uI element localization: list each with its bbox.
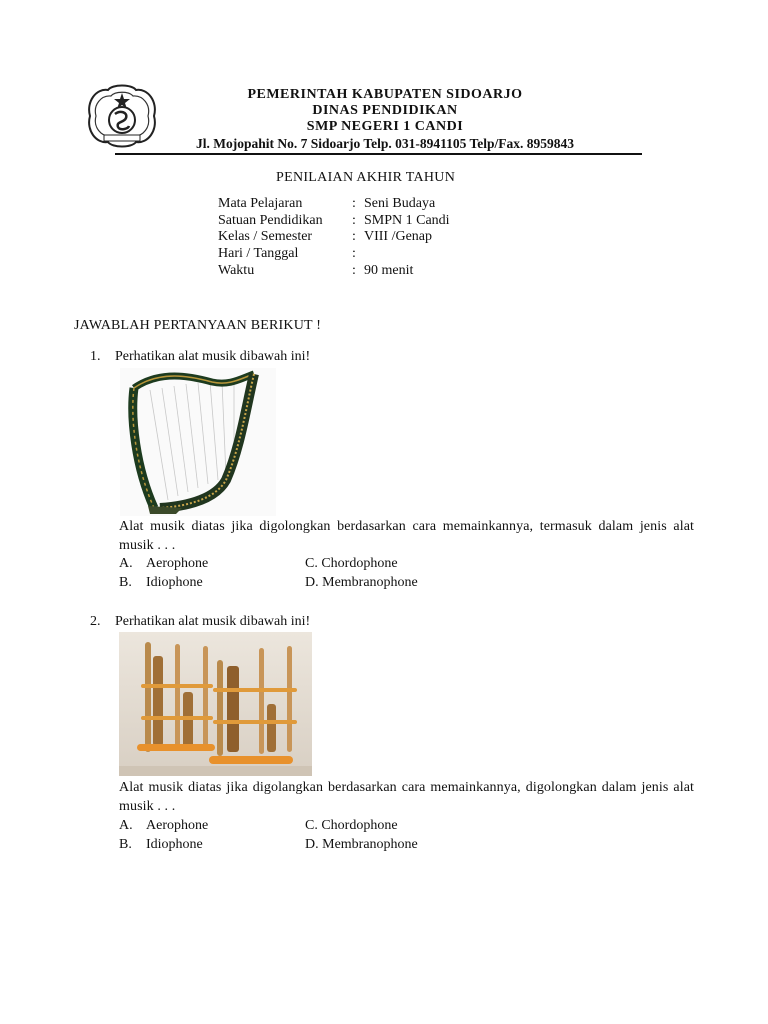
header-address: Jl. Mojopahit No. 7 Sidoarjo Telp. 031-8941105 Telp/Fax. 8959843 (195, 136, 575, 151)
question-2-option-b[interactable] (119, 837, 203, 853)
info-value: Seni Budaya (364, 196, 436, 211)
info-row-school (218, 213, 450, 230)
exam-info-table (218, 196, 450, 280)
option-letter: D. (305, 575, 319, 590)
question-1-option-c[interactable] (305, 556, 398, 572)
question-1-option-b[interactable] (119, 575, 203, 591)
header-government: PEMERINTAH KABUPATEN SIDOARJO (247, 87, 523, 102)
harp-image (120, 368, 276, 516)
option-text: Chordophone (321, 556, 398, 571)
option-letter: B. (119, 837, 132, 852)
option-text: Membranophone (322, 837, 418, 852)
option-letter: A. (119, 556, 133, 571)
info-row-class (218, 229, 450, 246)
exam-title: PENILAIAN AKHIR TAHUN (276, 170, 456, 185)
info-row-date (218, 246, 450, 263)
info-label: Hari / Tanggal (218, 246, 299, 262)
option-text: Idiophone (146, 837, 203, 852)
info-row-subject (218, 196, 450, 213)
option-text: Aerophone (146, 818, 209, 833)
header-divider (115, 153, 642, 155)
option-letter: A. (119, 818, 133, 833)
question-1-option-d[interactable] (305, 575, 418, 591)
option-letter: B. (119, 575, 132, 590)
info-separator: : (352, 262, 356, 278)
info-value: VIII /Genap (364, 229, 433, 245)
option-letter: D. (305, 837, 319, 852)
option-text: Chordophone (321, 818, 398, 833)
question-1-text: Alat musik diatas jika digolongkan berdasarkan cara memainkannya, termasuk dalam jenis alat musik . . . (119, 519, 694, 553)
question-2-option-c[interactable] (305, 818, 398, 834)
info-separator: : (352, 229, 356, 245)
info-label: Kelas / Semester (218, 229, 313, 245)
option-letter: C. (305, 556, 318, 571)
question-2-number: 2. (90, 614, 101, 629)
question-1-prompt: Perhatikan alat musik dibawah ini! (115, 349, 311, 364)
info-value: SMPN 1 Candi (364, 212, 450, 228)
option-text: Idiophone (146, 575, 203, 590)
question-2-prompt: Perhatikan alat musik dibawah ini! (115, 614, 311, 629)
info-separator: : (352, 212, 356, 228)
question-1-option-a[interactable] (119, 556, 208, 572)
info-separator: : (352, 196, 356, 211)
question-1-number: 1. (90, 349, 101, 364)
angklung-image (119, 632, 312, 776)
info-label: Satuan Pendidikan (218, 212, 323, 228)
option-text: Aerophone (146, 556, 209, 571)
info-label: Waktu (218, 262, 255, 278)
question-2-text: Alat musik diatas jika digolangkan berdasarkan cara memainkannya, digolongkan dalam jenis alat musik . . . (119, 780, 694, 814)
info-separator: : (352, 246, 356, 262)
info-label: Mata Pelajaran (218, 196, 303, 211)
question-2-option-a[interactable] (119, 818, 208, 834)
instruction-heading: JAWABLAH PERTANYAAN BERIKUT ! (74, 318, 322, 333)
header-school-name: SMP NEGERI 1 CANDI (306, 119, 464, 134)
info-value: 90 menit (364, 262, 414, 278)
question-2-option-d[interactable] (305, 837, 418, 853)
option-text: Membranophone (322, 575, 418, 590)
option-letter: C. (305, 818, 318, 833)
header-department: DINAS PENDIDIKAN (312, 103, 458, 118)
info-row-time (218, 263, 450, 280)
